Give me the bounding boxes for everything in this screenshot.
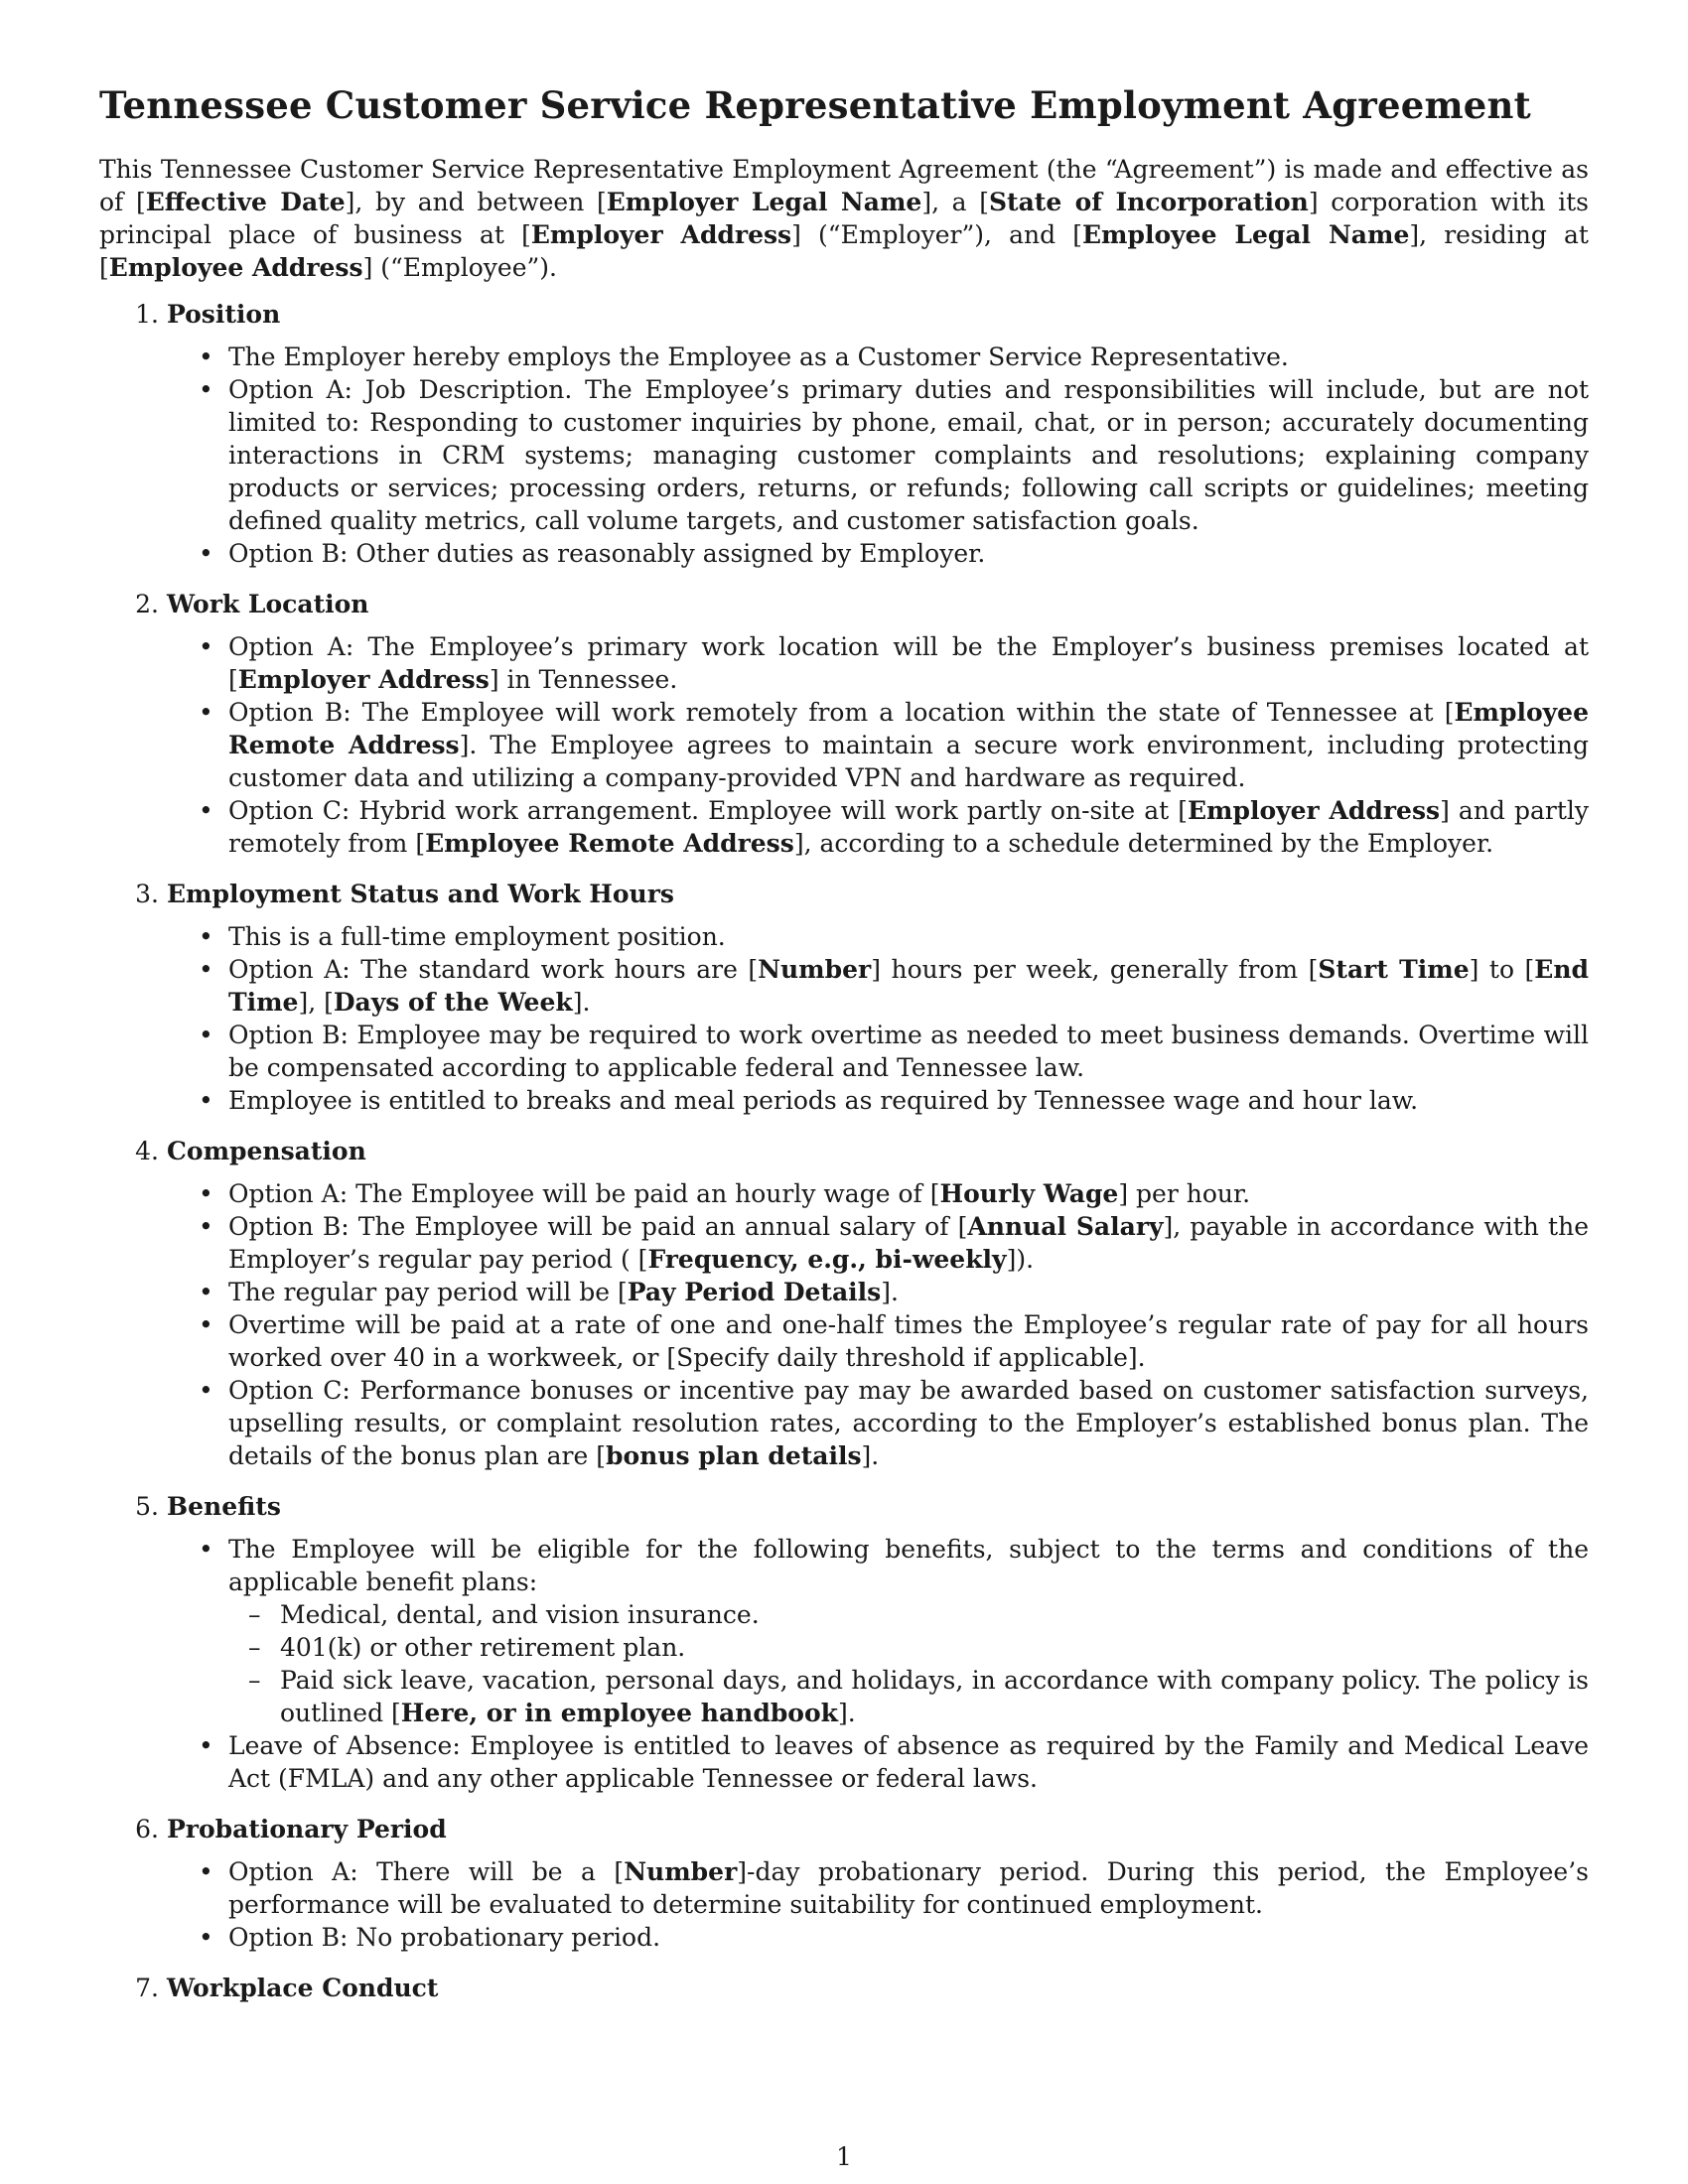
list-item: • Employee is entitled to breaks and meal periods as required by Tennessee wage and hour law. [99,1084,1589,1117]
section-list [99,1177,1589,1472]
section-heading [99,1813,1589,1845]
placeholder-field: Days of the Week [333,988,573,1017]
item-text: ]. The Employee agrees to maintain a secure work environment, including protecting customer data and utilizing a company-provided VPN and hardware as required. [228,731,1589,792]
item-text: The regular pay period will be [ [228,1278,628,1306]
intro-text: ] corporation with its principal place of business at [ [99,188,1589,249]
item-text: Option C: Hybrid work arrangement. Employee will work partly on-site at [ [228,796,1188,825]
section-title: Employment Status and Work Hours [167,880,674,908]
section-title: Workplace Conduct [167,1974,439,2002]
placeholder-field: End Time [228,955,1589,1017]
section-heading [99,1490,1589,1523]
list-item [99,1210,1589,1276]
sub-list-item: – Medical, dental, and vision insurance. [228,1598,1589,1631]
placeholder-field: Hourly Wage [939,1179,1119,1208]
list-item [99,1276,1589,1308]
section-compensation [99,1135,1589,1472]
placeholder-employer-address: Employer Address [530,220,792,249]
intro-text: This Tennessee Customer Service Representative Employment Agreement (the “Agreement”) is made and effective as of [ [99,155,1589,216]
section-heading [99,1972,1589,2004]
section-list [99,920,1589,1117]
section-heading [99,1135,1589,1167]
section-number: 4. [135,1137,159,1165]
item-text: Option A: There will be a [ [228,1857,625,1886]
section-number: 1. [135,300,159,329]
section-benefits [99,1490,1589,1795]
item-text: Option A: The Employee will be paid an hourly wage of [ [228,1179,940,1208]
placeholder-employee-legal-name: Employee Legal Name [1081,220,1410,249]
item-text: ] hours per week, generally from [ [871,955,1319,984]
placeholder-state-of-incorporation: State of Incorporation [988,188,1309,216]
list-item: • Option B: No probationary period. [99,1921,1589,1954]
list-item [99,696,1589,794]
sub-list [228,1598,1589,1729]
list-item: • Leave of Absence: Employee is entitled to leaves of absence as required by the Family and Medical Leave Act (FMLA) and any other applicable Tennessee or federal laws. [99,1729,1589,1795]
document-page [99,83,1589,2014]
section-work-location [99,588,1589,860]
item-text: ]. [572,988,591,1017]
section-heading [99,298,1589,331]
section-title: Compensation [167,1137,366,1165]
placeholder-field: Employer Address [1187,796,1441,825]
list-item [99,794,1589,860]
item-text: ]). [1006,1245,1035,1274]
section-list [99,1533,1589,1795]
section-list [99,630,1589,860]
item-text: Option B: The Employee will be paid an annual salary of [ [228,1212,968,1241]
intro-text: ], by and between [ [345,188,607,216]
placeholder-field: Employee Remote Address [228,698,1589,759]
page-number: 1 [836,2142,852,2171]
list-item [99,1177,1589,1210]
section-title: Benefits [167,1492,281,1521]
item-text: ]. [861,1441,880,1470]
item-text: ]. [837,1699,856,1727]
intro-text: ], residing at [ [99,220,1589,282]
placeholder-field: Start Time [1318,955,1470,984]
section-heading [99,588,1589,620]
list-item: • Option B: Employee may be required to work overtime as needed to meet business demands. Overtime will be compensated according to applicable federal and Tennessee law. [99,1019,1589,1084]
placeholder-field: Employee Remote Address [425,829,794,858]
section-employment-status [99,878,1589,1117]
intro-text: ] (“Employer”), and [ [791,220,1082,249]
list-item [99,1374,1589,1472]
item-text: ] to [ [1469,955,1535,984]
section-list [99,1855,1589,1954]
item-text: ], payable in accordance with the Employer’s regular pay period ( [ [228,1212,1589,1274]
section-title: Position [167,300,281,329]
sub-list-item [228,1664,1589,1729]
item-text: Paid sick leave, vacation, personal days, and holidays, in accordance with company policy. The policy is outlined [ [280,1666,1589,1727]
section-number: 2. [135,590,159,618]
intro-text: ], a [ [921,188,989,216]
page-title: Tennessee Customer Service Representative Employment Agreement [99,83,1531,127]
section-probationary-period [99,1813,1589,1954]
item-text: ]-day probationary period. During this period, the Employee’s performance will be evaluated to determine suitability for continued employment. [228,1857,1590,1919]
sub-list-item: – 401(k) or other retirement plan. [228,1631,1589,1664]
list-item [99,630,1589,696]
list-item [99,953,1589,1019]
list-item [99,1855,1589,1921]
list-item: • This is a full-time employment position. [99,920,1589,953]
section-number: 7. [135,1974,159,2002]
item-text: ] per hour. [1118,1179,1251,1208]
placeholder-employee-address: Employee Address [108,253,363,282]
section-workplace-conduct [99,1972,1589,2004]
list-item: • Option B: Other duties as reasonably assigned by Employer. [99,537,1589,570]
list-item: • The Employer hereby employs the Employee as a Customer Service Representative. [99,341,1589,373]
item-text: ]. [881,1278,899,1306]
section-title: Probationary Period [167,1815,447,1843]
section-heading [99,878,1589,910]
placeholder-field: Number [624,1857,738,1886]
item-text: ], according to a schedule determined by the Employer. [793,829,1494,858]
section-position [99,298,1589,570]
intro-text: ] (“Employee”). [362,253,557,282]
placeholder-field: Number [758,955,872,984]
section-number: 5. [135,1492,159,1521]
placeholder-field: Pay Period Details [627,1278,882,1306]
item-text: ] in Tennessee. [489,665,678,694]
placeholder-field: Annual Salary [967,1212,1164,1241]
placeholder-field: bonus plan details [606,1441,862,1470]
item-text: The Employee will be eligible for the following benefits, subject to the terms and conditions of the applicable benefit plans: [228,1535,1589,1596]
placeholder-field: Frequency, e.g., bi-weekly [647,1245,1007,1274]
placeholder-effective-date: Effective Date [145,188,346,216]
item-text: ], [ [298,988,334,1017]
intro-paragraph [99,153,1589,284]
placeholder-field: Here, or in employee handbook [400,1699,838,1727]
section-list [99,341,1589,570]
item-text: Option A: The Employee’s primary work location will be the Employer’s business premises located at [ [228,632,1589,694]
list-item [99,1533,1589,1729]
section-number: 3. [135,880,159,908]
item-text: Option A: The standard work hours are [ [228,955,759,984]
section-number: 6. [135,1815,159,1843]
list-item: • Overtime will be paid at a rate of one and one-half times the Employee’s regular rate of pay for all hours worked over 40 in a workweek, or [Specify daily threshold if applicable]. [99,1308,1589,1374]
item-text: Option C: Performance bonuses or incentive pay may be awarded based on customer satisfaction surveys, upselling results, or complaint resolution rates, according to the Employer’s established bonus plan. The details of the bonus plan are [ [228,1376,1589,1470]
placeholder-employer-legal-name: Employer Legal Name [606,188,922,216]
placeholder-field: Employer Address [237,665,490,694]
item-text: Option B: The Employee will work remotely from a location within the state of Tennessee at [ [228,698,1455,727]
section-title: Work Location [167,590,369,618]
list-item: • Option A: Job Description. The Employee’s primary duties and responsibilities will include, but are not limited to: Responding to customer inquiries by phone, email, chat, or in person; accurately documenting interactions in CRM systems; managing customer complaints and resolutions; explaining company products or services; processing orders, returns, or refunds; following call scripts or guidelines; meeting defined quality metrics, call volume targets, and customer satisfaction goals. [99,373,1589,537]
item-text: ] and partly remotely from [ [228,796,1589,858]
